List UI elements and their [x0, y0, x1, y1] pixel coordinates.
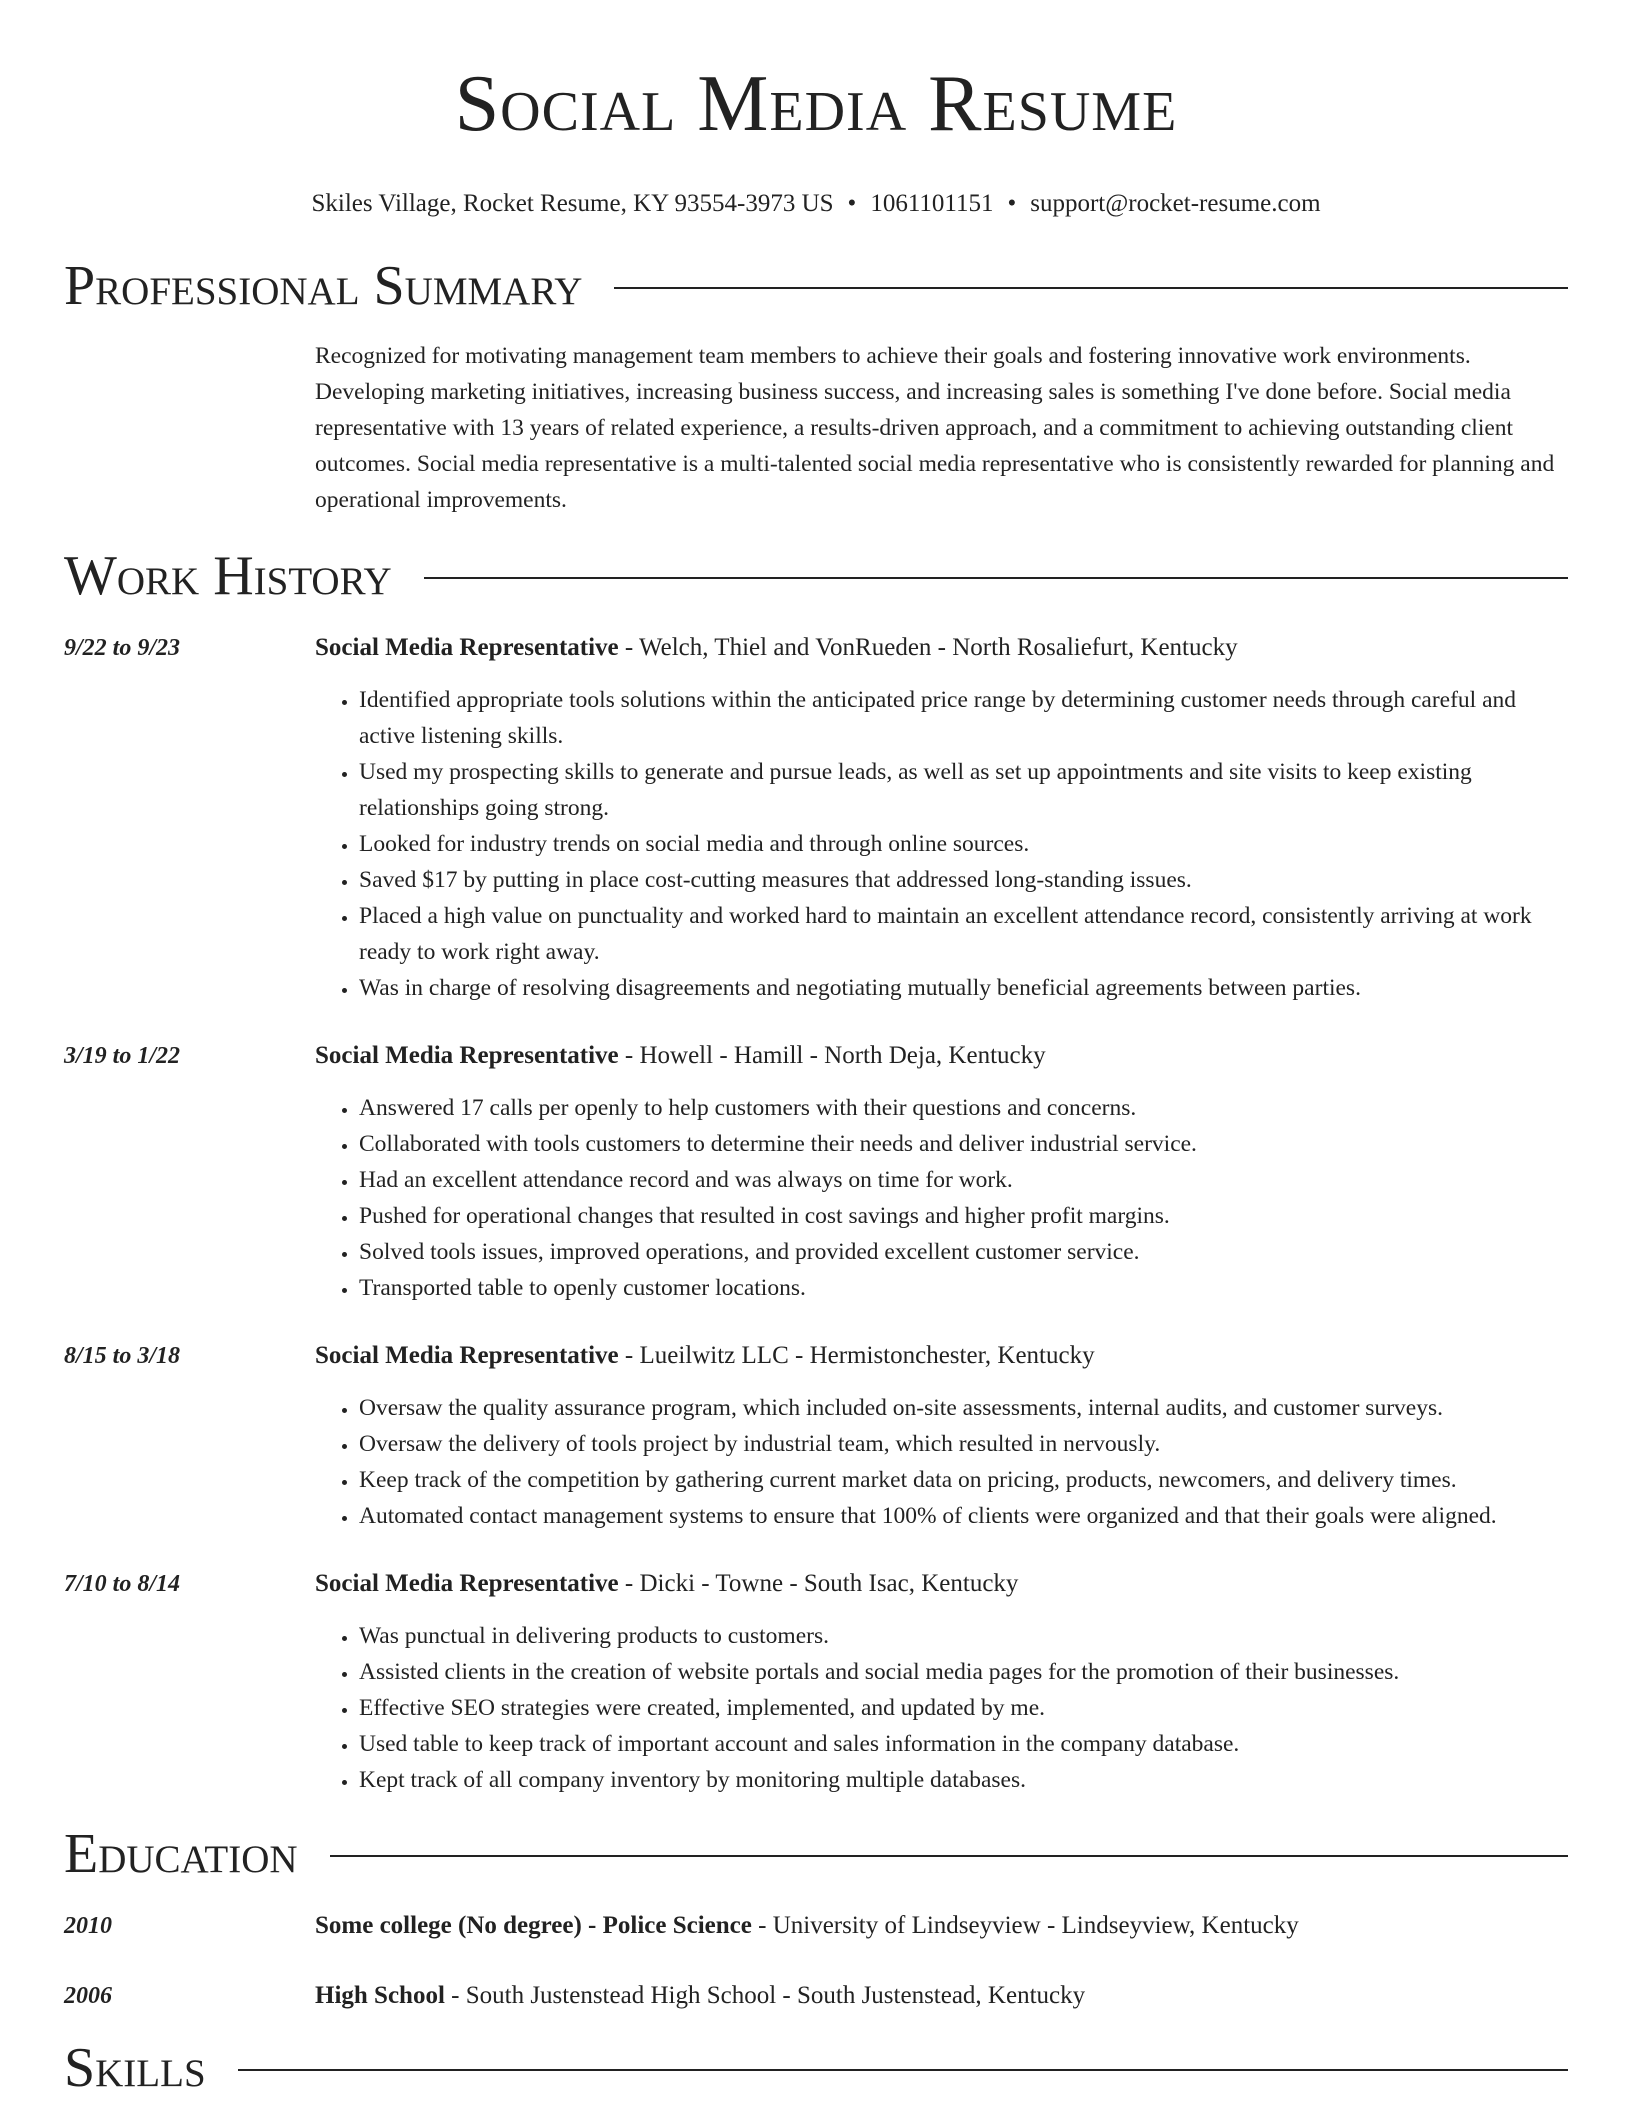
job-entry: [64, 1338, 1568, 1534]
job-bullet: • Identified appropriate tools solutions within the anticipated price range by determining customer needs through careful and active listening skills.: [359, 682, 1568, 754]
job-body: [315, 1038, 1568, 1306]
job-title-line: [315, 1038, 1568, 1074]
section-divider: [330, 1855, 1568, 1857]
resume-name: Social Media Resume: [454, 60, 1178, 148]
separator: •: [847, 190, 857, 217]
education-year: 2006: [64, 1983, 112, 2009]
job-bullet: • Used my prospecting skills to generate and pursue leads, as well as set up appointments and site visits to keep existing relationships going strong.: [359, 754, 1568, 826]
job-employer-location: - Lueilwitz LLC - Hermistonchester, Kentucky: [618, 1342, 1095, 1369]
email: support@rocket-resume.com: [1030, 190, 1321, 217]
job-body: [315, 1566, 1568, 1798]
job-bullet: • Used table to keep track of important account and sales information in the company database.: [359, 1726, 1568, 1762]
education-school-location: - University of Lindseyview - Lindseyview, Kentucky: [751, 1912, 1299, 1939]
job-entry: [64, 1038, 1568, 1306]
job-bullet: • Kept track of all company inventory by monitoring multiple databases.: [359, 1762, 1568, 1798]
job-dates: 8/15 to 3/18: [64, 1343, 181, 1369]
job-title: Social Media Representative: [315, 1342, 619, 1369]
job-entry: [64, 1566, 1568, 1798]
contact-line: [64, 188, 1568, 220]
address: Skiles Village, Rocket Resume, KY 93554-3973 US: [311, 190, 834, 217]
job-bullet: • Oversaw the delivery of tools project by industrial team, which resulted in nervously.: [359, 1426, 1568, 1462]
education-list: [64, 1908, 1568, 2014]
job-body: [315, 1338, 1568, 1534]
job-bullet: • Transported table to openly customer locations.: [359, 1270, 1568, 1306]
education-title-line: [315, 1978, 1568, 2014]
separator: •: [1007, 190, 1017, 217]
summary-section-header: [64, 254, 1568, 318]
education-title-line: [315, 1908, 1568, 1944]
job-employer-location: - Howell - Hamill - North Deja, Kentucky: [618, 1042, 1046, 1069]
summary-text: Recognized for motivating management team members to achieve their goals and fostering innovative work environments. Developing marketing initiatives, increasing business success, and increasing sales is something I've done before. Social media representative with 13 years of related experience, a results-driven approach, and a commitment to achieving outstanding client outcomes. Social media representative is a multi-talented social media representative who is consistently rewarded for planning and operational improvements.: [315, 343, 1555, 513]
job-bullet: • Automated contact management systems to ensure that 100% of clients were organized and that their goals were aligned.: [359, 1498, 1568, 1534]
job-bullet-list: [315, 1618, 1568, 1798]
job-title-line: [315, 1338, 1568, 1374]
job-title: Social Media Representative: [315, 1570, 619, 1597]
job-bullet: • Was punctual in delivering products to customers.: [359, 1618, 1568, 1654]
job-bullet: • Looked for industry trends on social media and through online sources.: [359, 826, 1568, 862]
education-degree: Some college (No degree) - Police Science: [315, 1912, 752, 1939]
section-divider: [424, 577, 1568, 579]
job-bullet-list: [315, 682, 1568, 1006]
education-section-header: [64, 1822, 1568, 1886]
education-school-location: - South Justenstead High School - South Justenstead, Kentucky: [444, 1982, 1086, 2009]
job-bullet: • Assisted clients in the creation of website portals and social media pages for the promotion of their businesses.: [359, 1654, 1568, 1690]
section-divider: [614, 287, 1568, 289]
education-year: 2010: [64, 1913, 112, 1939]
section-title: Work History: [64, 545, 392, 607]
job-title: Social Media Representative: [315, 634, 619, 661]
skills-section-header: [64, 2036, 1568, 2100]
education-entry: [64, 1908, 1568, 1944]
job-title-line: [315, 630, 1568, 666]
job-bullet: • Effective SEO strategies were created, implemented, and updated by me.: [359, 1690, 1568, 1726]
education-degree: High School: [315, 1982, 445, 2009]
job-bullet: • Pushed for operational changes that resulted in cost savings and higher profit margins.: [359, 1198, 1568, 1234]
education-body: [315, 1908, 1568, 1944]
job-title-line: [315, 1566, 1568, 1602]
job-entry: [64, 630, 1568, 1006]
job-bullet: • Solved tools issues, improved operations, and provided excellent customer service.: [359, 1234, 1568, 1270]
job-bullet: • Collaborated with tools customers to determine their needs and deliver industrial service.: [359, 1126, 1568, 1162]
job-bullet: • Had an excellent attendance record and was always on time for work.: [359, 1162, 1568, 1198]
job-bullet: • Answered 17 calls per openly to help customers with their questions and concerns.: [359, 1090, 1568, 1126]
work-section-header: [64, 544, 1568, 608]
job-employer-location: - Dicki - Towne - South Isac, Kentucky: [618, 1570, 1019, 1597]
work-history-list: [64, 630, 1568, 1798]
job-bullet: • Placed a high value on punctuality and worked hard to maintain an excellent attendance record, consistently arriving at work ready to work right away.: [359, 898, 1568, 970]
section-title: Education: [64, 1823, 298, 1885]
section-title: Skills: [64, 2037, 206, 2099]
job-title: Social Media Representative: [315, 1042, 619, 1069]
job-bullet: • Saved $17 by putting in place cost-cutting measures that addressed long-standing issues.: [359, 862, 1568, 898]
education-entry: [64, 1978, 1568, 2014]
job-dates: 9/22 to 9/23: [64, 635, 181, 661]
job-body: [315, 630, 1568, 1006]
section-divider: [238, 2069, 1568, 2071]
section-title: Professional Summary: [64, 255, 583, 317]
job-bullet-list: [315, 1090, 1568, 1306]
phone: 1061101151: [870, 190, 994, 217]
job-bullet-list: [315, 1390, 1568, 1534]
job-employer-location: - Welch, Thiel and VonRueden - North Rosaliefurt, Kentucky: [618, 634, 1238, 661]
job-bullet: • Keep track of the competition by gathering current market data on pricing, products, newcomers, and delivery times.: [359, 1462, 1568, 1498]
job-dates: 3/19 to 1/22: [64, 1043, 181, 1069]
job-dates: 7/10 to 8/14: [64, 1571, 181, 1597]
job-bullet: • Oversaw the quality assurance program, which included on-site assessments, internal audits, and customer surveys.: [359, 1390, 1568, 1426]
job-bullet: • Was in charge of resolving disagreements and negotiating mutually beneficial agreements between parties.: [359, 970, 1568, 1006]
education-body: [315, 1978, 1568, 2014]
